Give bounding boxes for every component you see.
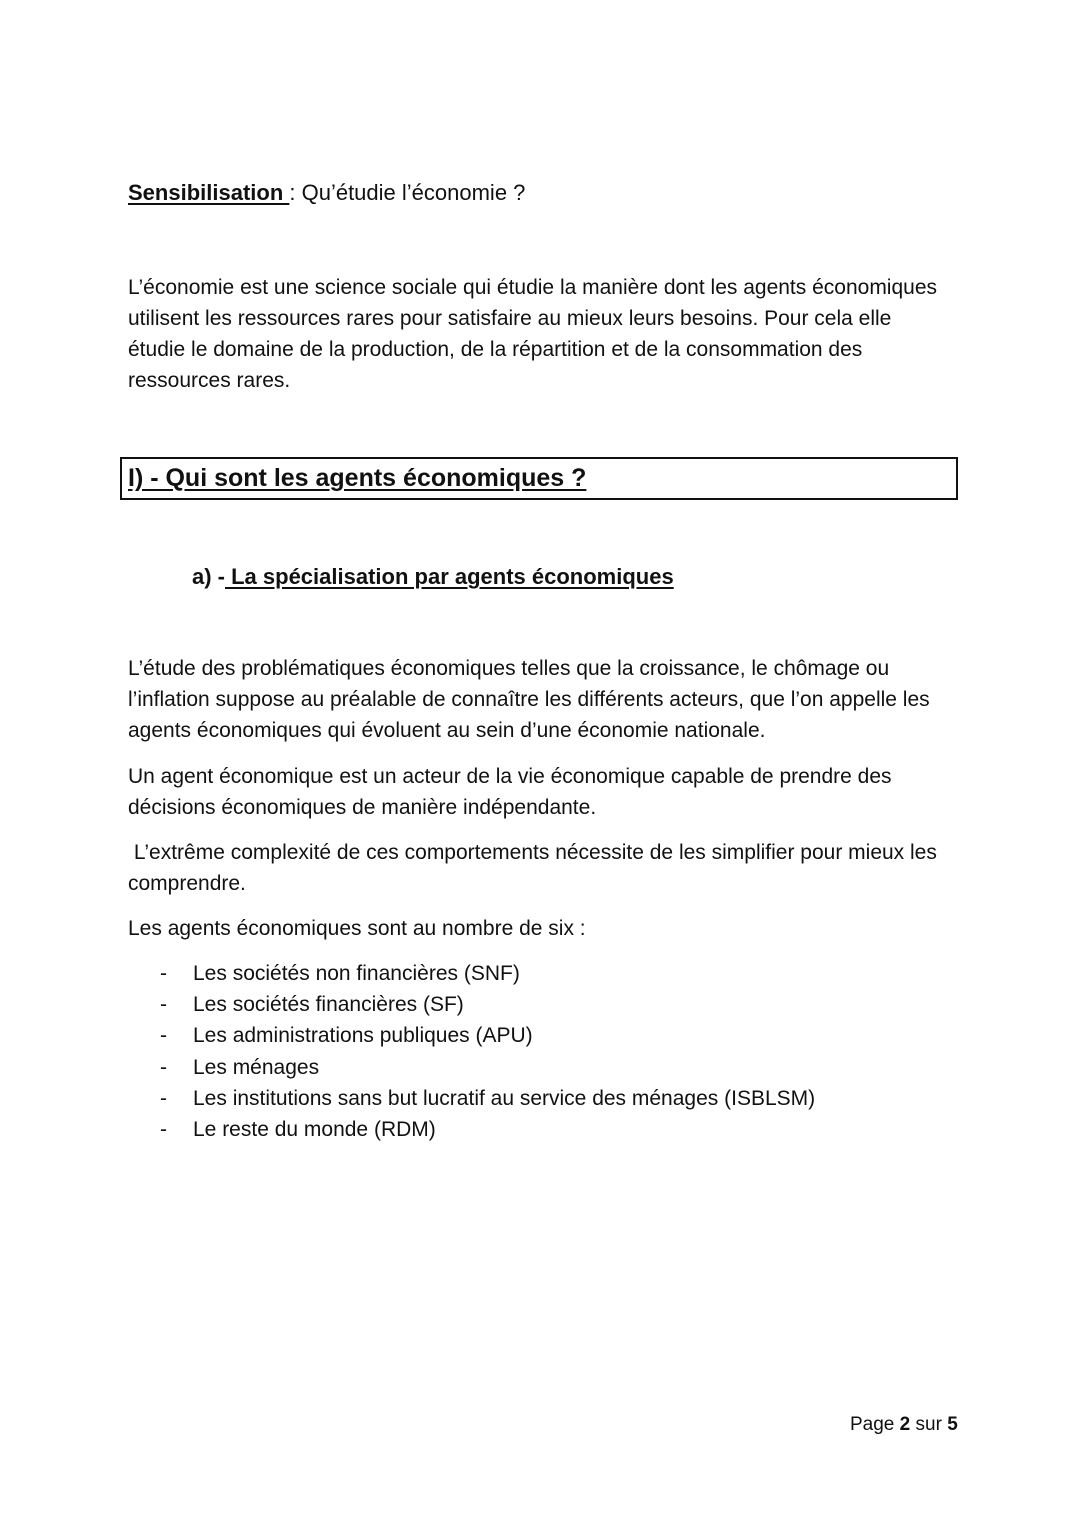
dash-bullet: - (160, 1086, 167, 1110)
list-item-text: Les sociétés financières (SF) (193, 993, 464, 1017)
sensibilisation-label: Sensibilisation (128, 180, 290, 205)
of-word: sur (915, 1414, 942, 1435)
list-item (128, 1052, 815, 1083)
list-item (128, 958, 815, 989)
paragraph-complexity: L’extrême complexité de ces comportements nécessite de les simplifier pour mieux les comprendre. (128, 841, 943, 895)
list-item (128, 1020, 815, 1051)
subsection-prefix: a) - (192, 564, 225, 589)
agents-list (128, 958, 815, 1145)
page-number-footer (850, 1412, 958, 1438)
list-item-text: Les institutions sans but lucratif au service des ménages (ISBLSM) (193, 1086, 816, 1110)
current-page-number: 2 (899, 1414, 911, 1435)
dash-bullet: - (160, 1024, 167, 1048)
intro-paragraph: L’économie est une science sociale qui étudie la manière dont les agents économiques utilisent les ressources rares pour satisfaire au mieux leurs besoins. Pour cela elle étudie le domaine de la production, de la répartition et de la consommation des ressources rares. (128, 276, 938, 392)
sensibilisation-line (128, 177, 525, 209)
list-item (128, 1114, 815, 1145)
dash-bullet: - (160, 962, 167, 985)
section-heading-box (120, 457, 958, 500)
subsection-title: La spécialisation par agents économiques (225, 564, 674, 589)
dash-bullet: - (160, 1118, 167, 1142)
list-item-text: Le reste du monde (RDM) (193, 1118, 436, 1142)
list-item-text: Les administrations publiques (APU) (193, 1024, 533, 1048)
subsection-heading (192, 561, 674, 593)
list-item-text: Les ménages (193, 1055, 320, 1079)
dash-bullet: - (160, 993, 167, 1017)
list-item (128, 1083, 815, 1114)
paragraph-definition: Un agent économique est un acteur de la vie économique capable de prendre des décisions économiques de manière indépendante. (128, 765, 892, 819)
list-item (128, 989, 815, 1020)
sensibilisation-question: : Qu’étudie l’économie ? (289, 180, 526, 205)
paragraph-study: L’étude des problématiques économiques telles que la croissance, le chômage ou l’inflation suppose au préalable de connaître les différents acteurs, que l’on appelle les agents économiques qui évoluent au sein d’une économie nationale. (128, 657, 930, 742)
page-word: Page (850, 1414, 895, 1435)
section-title: I) - Qui sont les agents économiques ? (128, 464, 587, 492)
dash-bullet: - (160, 1055, 167, 1079)
list-item-text: Les sociétés non financières (SNF) (193, 962, 520, 985)
total-pages-number: 5 (947, 1414, 958, 1435)
paragraph-count: Les agents économiques sont au nombre de six : (128, 917, 586, 940)
